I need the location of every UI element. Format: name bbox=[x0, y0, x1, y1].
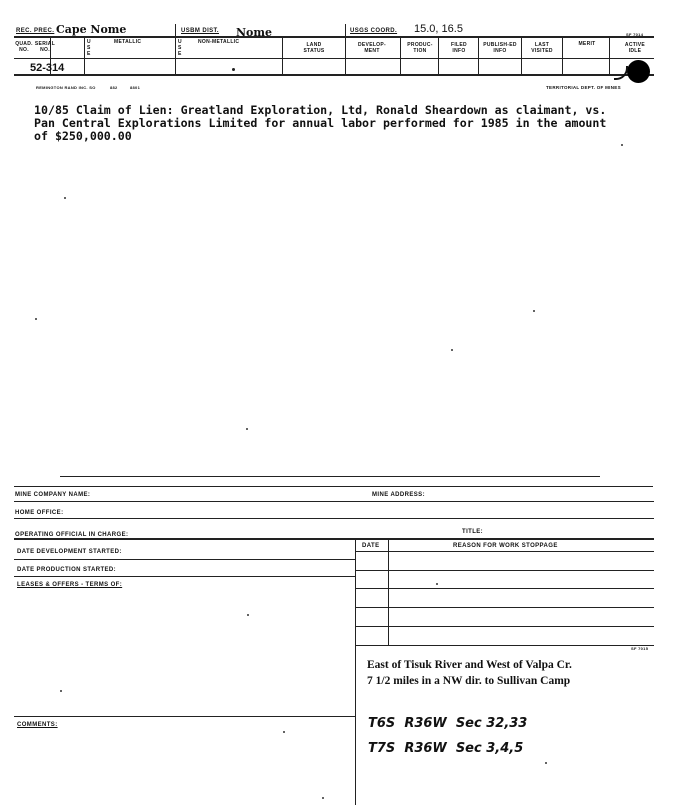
reason-col-label: REASON FOR WORK STOPPAGE bbox=[453, 543, 558, 549]
footer-right: TERRITORIAL DEPT. OF MINES bbox=[546, 85, 621, 90]
header-card bbox=[14, 22, 654, 90]
col-filed-info: FILED INFO bbox=[451, 42, 467, 54]
mine-address-label: MINE ADDRESS: bbox=[372, 492, 425, 498]
rec-prec-value: Cape Nome bbox=[56, 23, 127, 36]
operating-official-label: OPERATING OFFICIAL IN CHARGE: bbox=[15, 532, 129, 538]
col-development: DEVELOP-MENT bbox=[358, 42, 386, 54]
col-metallic: METALLIC bbox=[114, 39, 142, 45]
location-line-2: 7 1/2 miles in a NW dir. to Sullivan Camp bbox=[367, 675, 571, 687]
footer-left: REMINGTON RAND INC. SO bbox=[36, 85, 96, 90]
col-serial-no: SERIAL NO. bbox=[34, 41, 56, 53]
home-office-label: HOME OFFICE: bbox=[15, 510, 64, 516]
form-code-top: SF 7014 bbox=[626, 32, 644, 37]
title-label: TITLE: bbox=[462, 529, 484, 535]
footer-mid1: 882 bbox=[110, 85, 118, 90]
date-development-label: DATE DEVELOPMENT STARTED: bbox=[17, 549, 122, 555]
col-published-info: PUBLISH-ED INFO bbox=[483, 42, 517, 54]
col-merit: MERIT bbox=[578, 41, 596, 47]
handwritten-line-1: T6S R36W Sec 32,33 bbox=[368, 716, 528, 731]
date-col-label: DATE bbox=[362, 543, 380, 549]
rec-prec-label: REC. PREC. bbox=[16, 28, 55, 34]
col-non-metallic: NON-METALLIC bbox=[198, 39, 240, 45]
form-code-bottom: SF 7015 bbox=[631, 646, 649, 651]
mine-company-label: MINE COMPANY NAME: bbox=[15, 492, 91, 498]
comments-label: COMMENTS: bbox=[17, 722, 58, 728]
footer-mid2: 8801 bbox=[130, 85, 141, 90]
col-land-status: LAND STATUS bbox=[303, 42, 325, 54]
active-hole-mark bbox=[627, 60, 650, 83]
col-quad-no: QUAD. NO. bbox=[15, 41, 33, 53]
usgs-coord-value: 15.0, 16.5 bbox=[414, 23, 463, 35]
usgs-coord-label: USGS COORD. bbox=[350, 28, 398, 34]
handwritten-line-2: T7S R36W Sec 3,4,5 bbox=[368, 741, 524, 756]
col-last-visited: LAST VISITED bbox=[531, 42, 553, 54]
date-production-label: DATE PRODUCTION STARTED: bbox=[17, 567, 117, 573]
col-use-2: U S E bbox=[178, 39, 182, 57]
usbm-dist-value: Nome bbox=[236, 26, 273, 39]
col-production: PRODUC-TION bbox=[407, 42, 433, 54]
arc-mark bbox=[614, 66, 628, 80]
location-line-1: East of Tisuk River and West of Valpa Cr. bbox=[367, 659, 572, 671]
quad-value: 52-314 bbox=[30, 62, 65, 74]
col-use-1: U S E bbox=[87, 39, 91, 57]
leases-label: LEASES & OFFERS - TERMS OF: bbox=[17, 582, 123, 588]
usbm-dist-label: USBM DIST. bbox=[181, 28, 220, 34]
blot-dot bbox=[232, 68, 235, 71]
entry-text: 10/85 Claim of Lien: Greatland Exploration, Ltd, Ronald Sheardown as claimant, vs. Pan Central Explorations Limited for annual labor performed for 1985 in the amount of $250,000.00 bbox=[34, 103, 607, 143]
col-active-idle: ACTIVE IDLE bbox=[624, 42, 646, 54]
